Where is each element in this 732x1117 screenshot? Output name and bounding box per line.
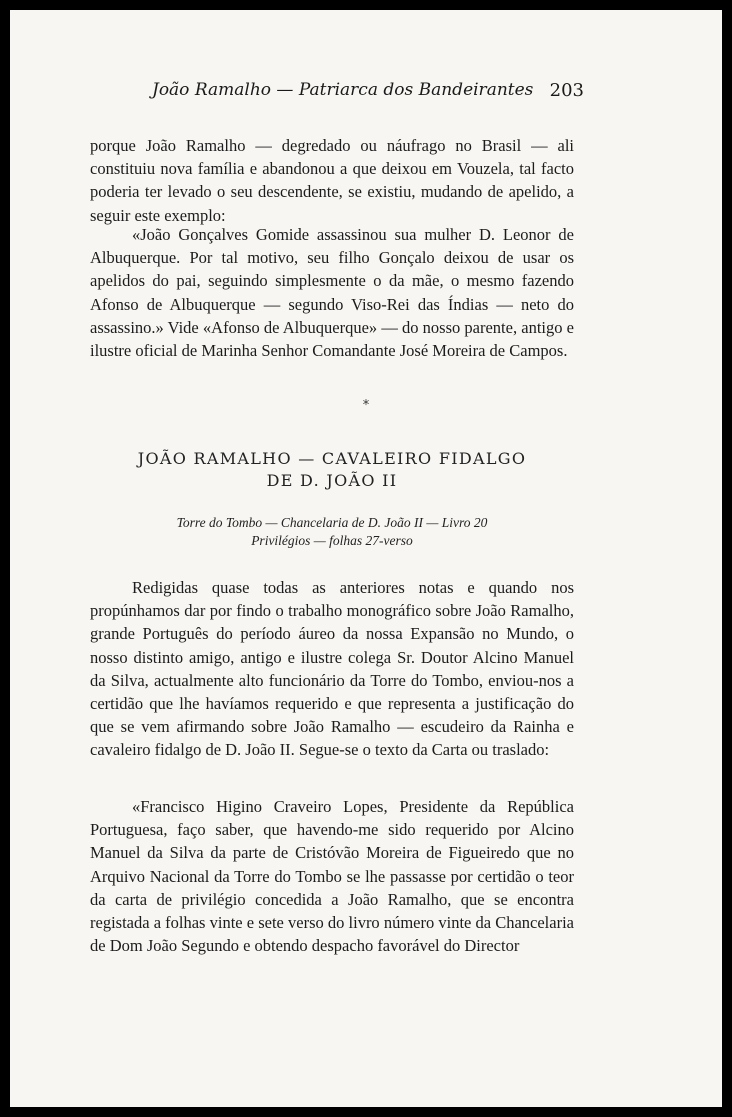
running-header: [152, 80, 584, 110]
source-reference-line-2: Privilégios — folhas 27-verso: [251, 533, 413, 548]
section-separator: *: [362, 398, 370, 413]
section-title: [90, 448, 574, 492]
section-title-line-1: JOÃO RAMALHO — CAVALEIRO FIDALGO: [137, 449, 527, 468]
source-reference: [90, 514, 574, 550]
source-reference-line-1: Torre do Tombo — Chancelaria de D. João II — Livro 20: [176, 515, 488, 530]
document-page: [10, 10, 722, 1107]
page-number: 203: [549, 80, 584, 101]
paragraph-redigidas: Redigidas quase todas as anteriores notas e quando nos propúnhamos dar por findo o trabalho monográfico sobre João Ramalho, grande Português do período áureo da nossa Expansão no Mundo, o nosso distinto amigo, antigo e ilustre colega Sr. Doutor Alcino Manuel da Silva, actualmente alto funcionário da Torre do Tombo, enviou-nos a certidão que lhe havíamos requerido e que representa a justificação do que se vem afirmando sobre João Ramalho — escudeiro da Rainha e cavaleiro fidalgo de D. João II. Segue-se o texto da Carta ou traslado:: [90, 578, 574, 760]
paragraph-certidao: «Francisco Higino Craveiro Lopes, Presidente da República Portuguesa, faço saber, que havendo-me sido requerido por Alcino Manuel da Silva da parte de Cristóvão Moreira de Figueiredo que no Arquivo Nacional da Torre do Tombo se lhe passasse por certidão o teor da carta de privilégio concedida a João Ramalho, que se encontra registada a folhas vinte e sete verso do livro número vinte da Chancelaria de Dom João Segundo e obtendo despacho favorável do Director: [90, 797, 574, 956]
running-title: João Ramalho — Patriarca dos Bandeirantes: [152, 80, 534, 100]
paragraph-quote-example: «João Gonçalves Gomide assassinou sua mulher D. Leonor de Albuquerque. Por tal motivo, seu filho Gonçalo deixou de usar os apelidos do pai, seguindo simplesmente o da mãe, o mesmo fazendo Afonso de Albuquerque — segundo Viso-Rei das Índias — neto do assassino.» Vide «Afonso de Albuquerque» — do nosso parente, antigo e ilustre oficial de Marinha Senhor Comandante José Moreira de Campos.: [90, 225, 574, 361]
section-title-line-2: DE D. JOÃO II: [266, 471, 398, 490]
paragraph-intro: porque João Ramalho — degredado ou náufrago no Brasil — ali constituiu nova família e abandonou a que deixou em Vouzela, tal facto poderia ter levado o seu descendente, se existiu, mudando de apelido, a seguir este exemplo:: [90, 136, 574, 225]
